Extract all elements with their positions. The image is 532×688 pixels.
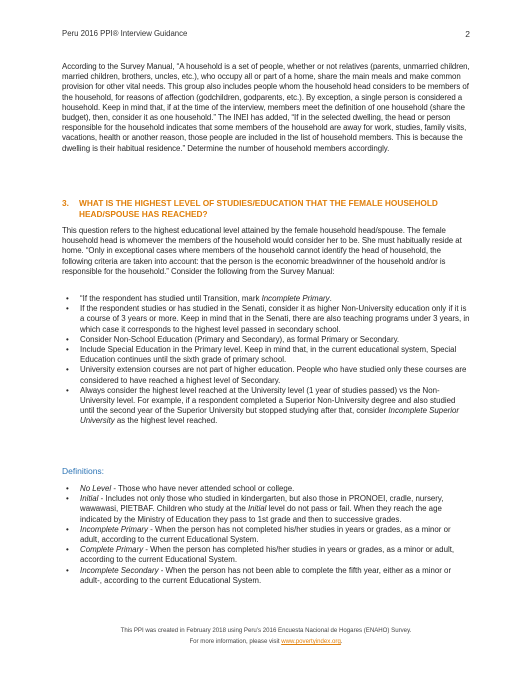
- page-number: 2: [465, 29, 470, 39]
- bullet-marker: •: [66, 345, 69, 355]
- bullet-marker: •: [66, 524, 69, 534]
- definition-item: • Incomplete Primary - When the person has not completed his/her studies in years or grades, as a minor or adult, according to the current Educational System.: [66, 524, 451, 545]
- bullet-marker: •: [66, 565, 69, 575]
- list-item: • Always consider the highest level reached at the University level (1 year of studies passed) vs the Non-University level. For example, if a respondent completed a Superior Non-University degree and also studied until the second year of the Superior University but stopped studying after that, consider Incomplete Superior University as the highest level reached.: [66, 385, 459, 426]
- page-header-title: Peru 2016 PPI® Interview Guidance: [62, 29, 188, 38]
- bullet-marker: •: [66, 494, 69, 504]
- footer-note: This PPI was created in February 2018 using Peru’s 2016 Encuesta Nacional de Hogares (ENAHO) Survey.: [120, 627, 412, 634]
- footer-link-line: For more information, please visit www.povertyindex.org.: [189, 638, 343, 645]
- section-paragraph: This question refers to the highest educational level attained by the female household head/spouse. The female household head is whomever the members of the household would consider her to be. She must habitually reside at home. “Only in exceptional cases where members of the household cannot identify the head of household, the following criteria are taken into account: that the person is the economic breadwinner of the household and/or is responsible for the household.” Consider the following from the Survey Manual:: [62, 226, 462, 276]
- section-number: 3.: [62, 198, 69, 208]
- section-heading: [62, 198, 472, 220]
- list-item: • University extension courses are not part of higher education. People who have studied only these courses are considered to have reached a highest level of Secondary.: [66, 365, 467, 385]
- list-item: • Consider Non-School Education (Primary and Secondary), as formal Primary or Secondary.: [66, 334, 400, 344]
- intro-paragraph: According to the Survey Manual, “A household is a set of people, whether or not relatives (parents, unmarried children, married children, brothers, uncles, etc.), who occupy all or part of a home, share the main meals and make common provision for other vital needs. This group also includes people whom the household head considers to be members of the household, for reasons of affection (godchildren, godparents, etc.). By exception, a single person is considered a household. Keep in mind that, if at the time of the interview, members meet the definition of one household (share the budget), then, consider it as one household.” The INEI has added, “If in the selected dwelling, the head or person responsible for the household indicates that some members of the household are away for work, studies, family visits, vacations, health or another reason, those people are included in the list of household members. This is because the dwelling is their habitual residence.” Determine the number of household members accordingly.: [62, 62, 470, 153]
- list-item: • Include Special Education in the Primary level. Keep in mind that, in the current educational system, Special Education continues until the sixth grade of primary school.: [66, 345, 457, 365]
- section-title-line1: WHAT IS THE HIGHEST LEVEL OF STUDIES/EDUCATION THAT THE FEMALE HOUSEHOLD: [79, 198, 438, 208]
- bullet-marker: •: [66, 385, 69, 395]
- list-item: • “If the respondent has studied until Transition, mark Incomplete Primary.: [66, 294, 332, 303]
- bullet-marker: •: [66, 304, 69, 314]
- bullet-marker: •: [66, 334, 69, 344]
- bullet-marker: •: [66, 294, 69, 303]
- survey-manual-bullets: [62, 294, 472, 427]
- definition-item: • Initial - Includes not only those who studied in kindergarten, but also those in PRONOEI, cradle, nursery, wawawasi, PIETBAF. Children who study at the Initial level do not pass or fail. When they reach the age indicated by the Ministry of Education they pass to 1st grade and then to successive grades.: [66, 494, 444, 524]
- bullet-marker: •: [66, 365, 69, 375]
- definition-item: • Complete Primary - When the person has completed his/her studies in years or grades, as a minor or adult, according to the current Educational System.: [66, 545, 455, 565]
- definitions-list: [62, 484, 472, 586]
- bullet-marker: •: [66, 545, 69, 555]
- definitions-heading: Definitions:: [62, 466, 105, 476]
- section-title-line2: HEAD/SPOUSE HAS REACHED?: [79, 209, 208, 220]
- list-item: • If the respondent studies or has studied in the Senati, consider it as higher Non-University education only if it is a course of 3 years or more. Keep in mind that in the Senati, there are also teaching programs under 3 years, in which case it corresponds to the highest level passed in secondary school.: [66, 304, 470, 334]
- definition-item: • Incomplete Secondary - When the person has not been able to complete the fifth year, either as a minor or adult-, according to the current Educational System.: [66, 565, 452, 585]
- poverty-index-link[interactable]: www.povertyindex.org: [281, 638, 341, 645]
- bullet-marker: •: [66, 484, 69, 493]
- definition-item: • No Level - Those who have never attended school or college.: [66, 484, 295, 493]
